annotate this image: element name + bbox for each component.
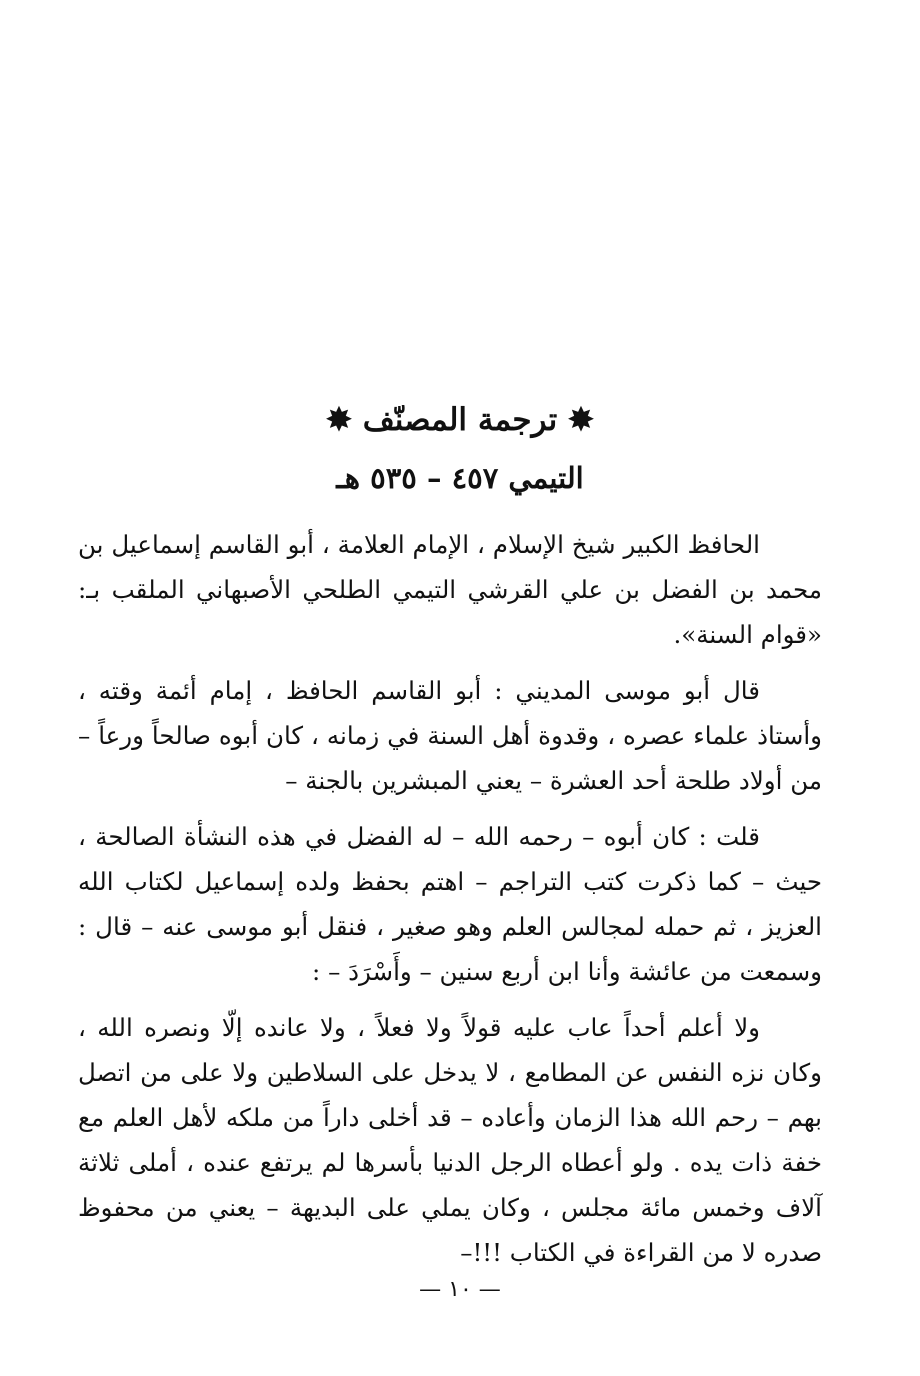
page-number: — ١٠ — <box>419 1277 501 1302</box>
section-subtitle: التيمي ٤٥٧ – ٥٣٥ هـ <box>336 461 584 495</box>
paragraph-intro: الحافظ الكبير شيخ الإسلام ، الإمام العلامة ، أبو القاسم إسماعيل بن محمد بن الفضل بن علي القرشي التيمي الطلحي الأصبهاني الملقب بـ: «قوام السنة». <box>78 530 822 649</box>
paragraph-father: قلت : كان أبوه – رحمه الله – له الفضل في هذه النشأة الصالحة ، حيث – كما ذكرت كتب التراجم – اهتم بحفظ ولده إسماعيل لكتاب الله العزيز ، ثم حمله لمجالس العلم وهو صغير ، فنقل أبو موسى عنه – قال : وسمعت من عائشة وأنا ابن أربع سنين – وأَسْرَدَ – : <box>78 822 822 986</box>
biography-text <box>78 522 822 1275</box>
paragraph-abu-musa: قال أبو موسى المديني : أبو القاسم الحافظ ، إمام أئمة وقته ، وأستاذ علماء عصره ، وقدوة أهل السنة في زمانه ، كان أبوه صالحاً ورعاً – من أولاد طلحة أحد العشرة – يعني المبشرين بالجنة – <box>78 676 822 795</box>
paragraph-character: ولا أعلم أحداً عاب عليه قولاً ولا فعلاً ، ولا عانده إلّا ونصره الله ، وكان نزه النفس عن المطامع ، لا يدخل على السلاطين ولا على من اتصل بهم – رحم الله هذا الزمان وأعاده – قد أخلى داراً من ملكه لأهل العلم مع خفة ذات يده . ولو أعطاه الرجل الدنيا بأسرها لم يرتفع عنده ، أملى ثلاثة آلاف وخمس مائة مجلس ، وكان يملي على البديهة – يعني من محفوظ صدره لا من القراءة في الكتاب !!!– <box>78 1013 822 1267</box>
section-title: ✸ ترجمة المصنّف ✸ <box>325 402 595 438</box>
